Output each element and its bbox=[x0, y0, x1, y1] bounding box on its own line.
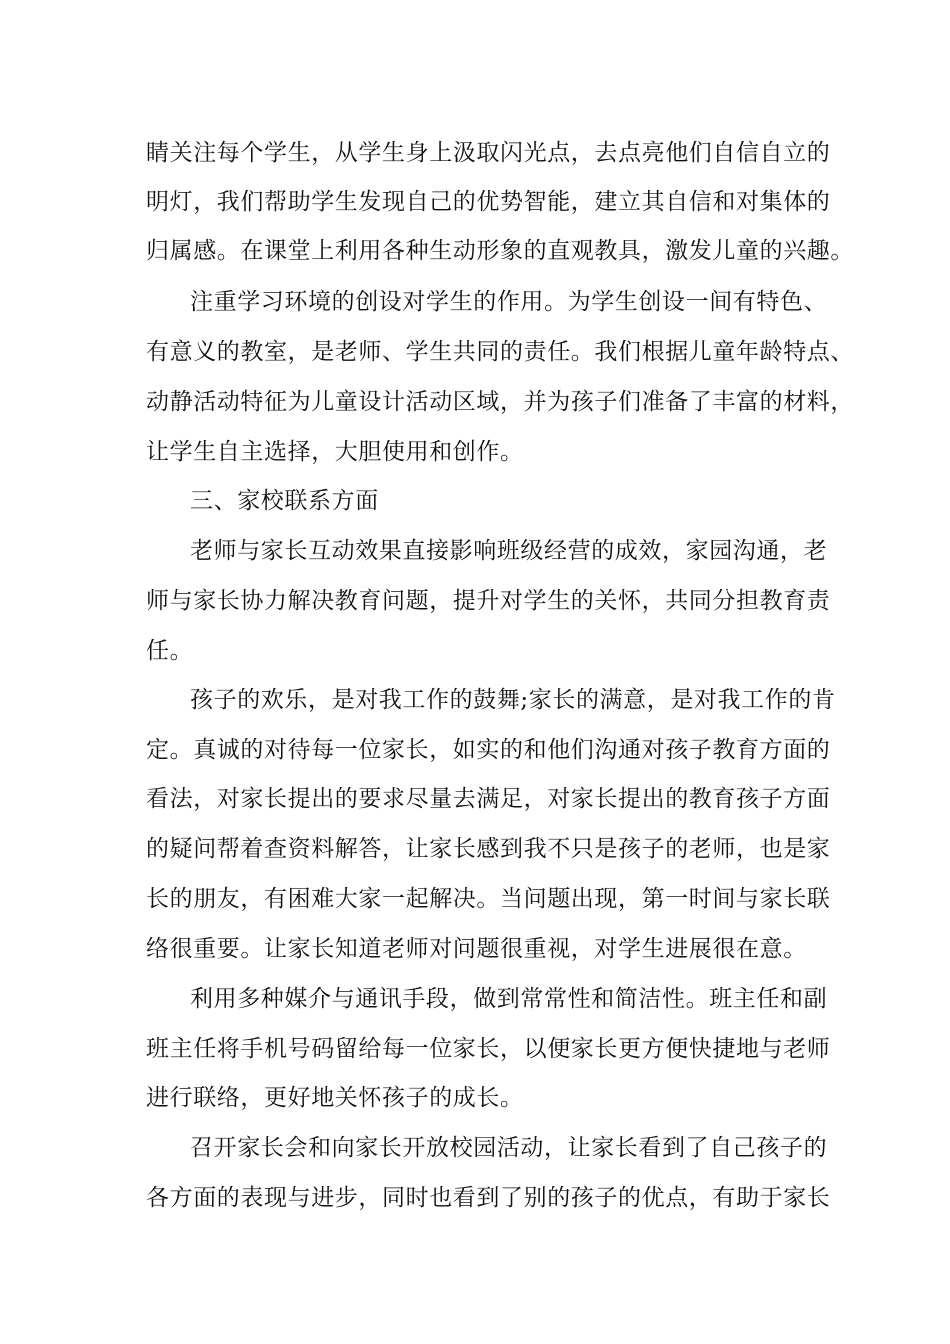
text-line: 师与家长协力解决教育问题，提升对学生的关怀，共同分担教育责 bbox=[146, 588, 831, 614]
text-line: 络很重要。让家长知道老师对问题很重视，对学生进展很在意。 bbox=[146, 936, 807, 962]
text-line: 召开家长会和向家长开放校园活动，让家长看到了自己孩子的 bbox=[190, 1135, 828, 1161]
text-line: 老师与家长互动效果直接影响班级经营的成效，家园沟通，老 bbox=[190, 538, 828, 564]
text-line: 各方面的表现与进步，同时也看到了别的孩子的优点，有助于家长 bbox=[146, 1185, 831, 1211]
text-line: 长的朋友，有困难大家一起解决。当问题出现，第一时间与家长联 bbox=[146, 886, 831, 912]
text-line: 任。 bbox=[146, 638, 194, 664]
text-line: 归属感。在课堂上利用各种生动形象的直观教具，激发儿童的兴趣。 bbox=[146, 238, 854, 264]
text-line: 定。真诚的对待每一位家长，如实的和他们沟通对孩子教育方面的 bbox=[146, 737, 831, 763]
text-line: 班主任将手机号码留给每一位家长，以便家长更方便快捷地与老师 bbox=[146, 1036, 831, 1062]
text-line: 注重学习环境的创设对学生的作用。为学生创设一间有特色、 bbox=[190, 289, 828, 315]
text-line: 有意义的教室，是老师、学生共同的责任。我们根据儿童年龄特点、 bbox=[146, 339, 854, 365]
text-line: 睛关注每个学生，从学生身上汲取闪光点，去点亮他们自信自立的 bbox=[146, 140, 831, 166]
section-heading: 三、家校联系方面 bbox=[190, 488, 379, 514]
text-line: 让学生自主选择，大胆使用和创作。 bbox=[146, 439, 524, 465]
text-line: 明灯，我们帮助学生发现自己的优势智能，建立其自信和对集体的 bbox=[146, 189, 831, 215]
text-line: 进行联络，更好地关怀孩子的成长。 bbox=[146, 1085, 524, 1111]
text-line: 看法，对家长提出的要求尽量去满足，对家长提出的教育孩子方面 bbox=[146, 786, 831, 812]
text-line: 动静活动特征为儿童设计活动区域，并为孩子们准备了丰富的材料， bbox=[146, 389, 854, 415]
text-line: 利用多种媒介与通讯手段，做到常常性和简洁性。班主任和副 bbox=[190, 986, 828, 1012]
text-line: 的疑问帮着查资料解答，让家长感到我不只是孩子的老师，也是家 bbox=[146, 836, 831, 862]
text-line: 孩子的欢乐，是对我工作的鼓舞;家长的满意，是对我工作的肯 bbox=[190, 687, 836, 713]
